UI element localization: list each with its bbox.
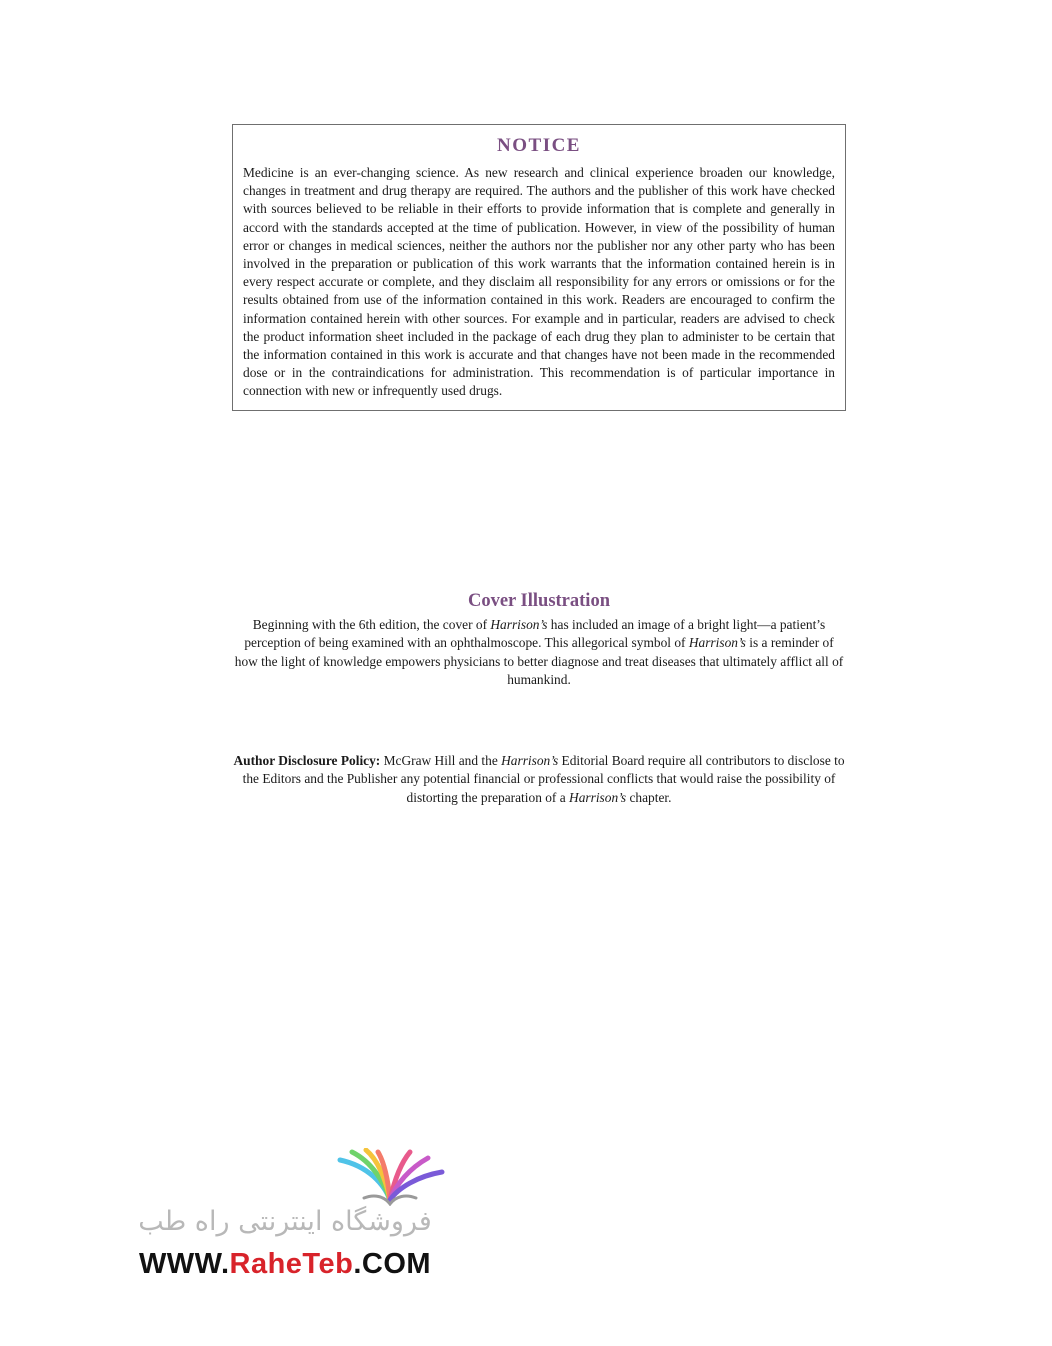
disclosure-book-title-1: Harrison’s (501, 753, 559, 768)
disclosure-text-1: McGraw Hill and the (380, 753, 502, 768)
watermark-url (120, 1248, 450, 1281)
rahe-teb-watermark (120, 1148, 450, 1283)
cover-book-title-1: Harrison’s (490, 617, 548, 632)
watermark-url-brand: RaheTeb (229, 1248, 354, 1280)
author-disclosure-policy (232, 752, 846, 807)
open-book-logo-icon (334, 1148, 446, 1206)
disclosure-text-3: chapter. (626, 789, 672, 805)
disclosure-book-title-2: Harrison’s (569, 789, 627, 805)
disclosure-text-2: Editorial Board require all contributors to disclose to the Editors and the Publisher any potential financial or professional conflicts that would raise the possibility of distorting the preparation of a (242, 753, 845, 805)
cover-text-1: Beginning with the 6th edition, the cover of (252, 617, 491, 632)
cover-book-title-2: Harrison’s (688, 635, 746, 651)
cover-illustration-body (232, 616, 846, 690)
cover-text-2: has included an image of a bright light—a patient’s perception of being examined with an ophthalmoscope. This allegorical symbol of (244, 617, 826, 651)
notice-title: NOTICE (497, 135, 581, 156)
disclosure-label: Author Disclosure Policy: (233, 753, 381, 768)
cover-illustration-title: Cover Illustration (467, 591, 610, 611)
notice-body: Medicine is an ever-changing science. As new research and clinical experience broaden our knowledge, changes in treatment and drug therapy are required. The authors and the publisher of this work have checked with sources believed to be reliable in their efforts to provide information that is complete and generally in accord with the standards accepted at the time of publication. However, in view of the possibility of human error or changes in medical sciences, neither the authors nor the publisher nor any other party who has been involved in the preparation or publication of this work warrants that the information contained herein is in every respect accurate or complete, and they disclaim all responsibility for any errors or omissions or for the results obtained from use of the information contained in this work. Readers are encouraged to confirm the information contained herein with other sources. For example and in particular, readers are advised to check the product information sheet included in the package of each drug they plan to administer to be certain that the information contained in this work is accurate and that changes have not been made in the recommended dose or in the contraindications for administration. This recommendation is of particular importance in connection with new or infrequently used drugs. (243, 165, 835, 399)
watermark-url-prefix: WWW. (138, 1248, 230, 1280)
notice-box (232, 124, 846, 411)
watermark-url-suffix: .COM (353, 1248, 432, 1280)
watermark-persian-text: فروشگاه اینترنتی راه طب (138, 1206, 432, 1237)
cover-text-3: is a reminder of how the light of knowledge empowers physicians to better diagnose and treat diseases that ultimately afflict all of humankind. (234, 635, 844, 688)
cover-illustration-section (232, 590, 846, 690)
